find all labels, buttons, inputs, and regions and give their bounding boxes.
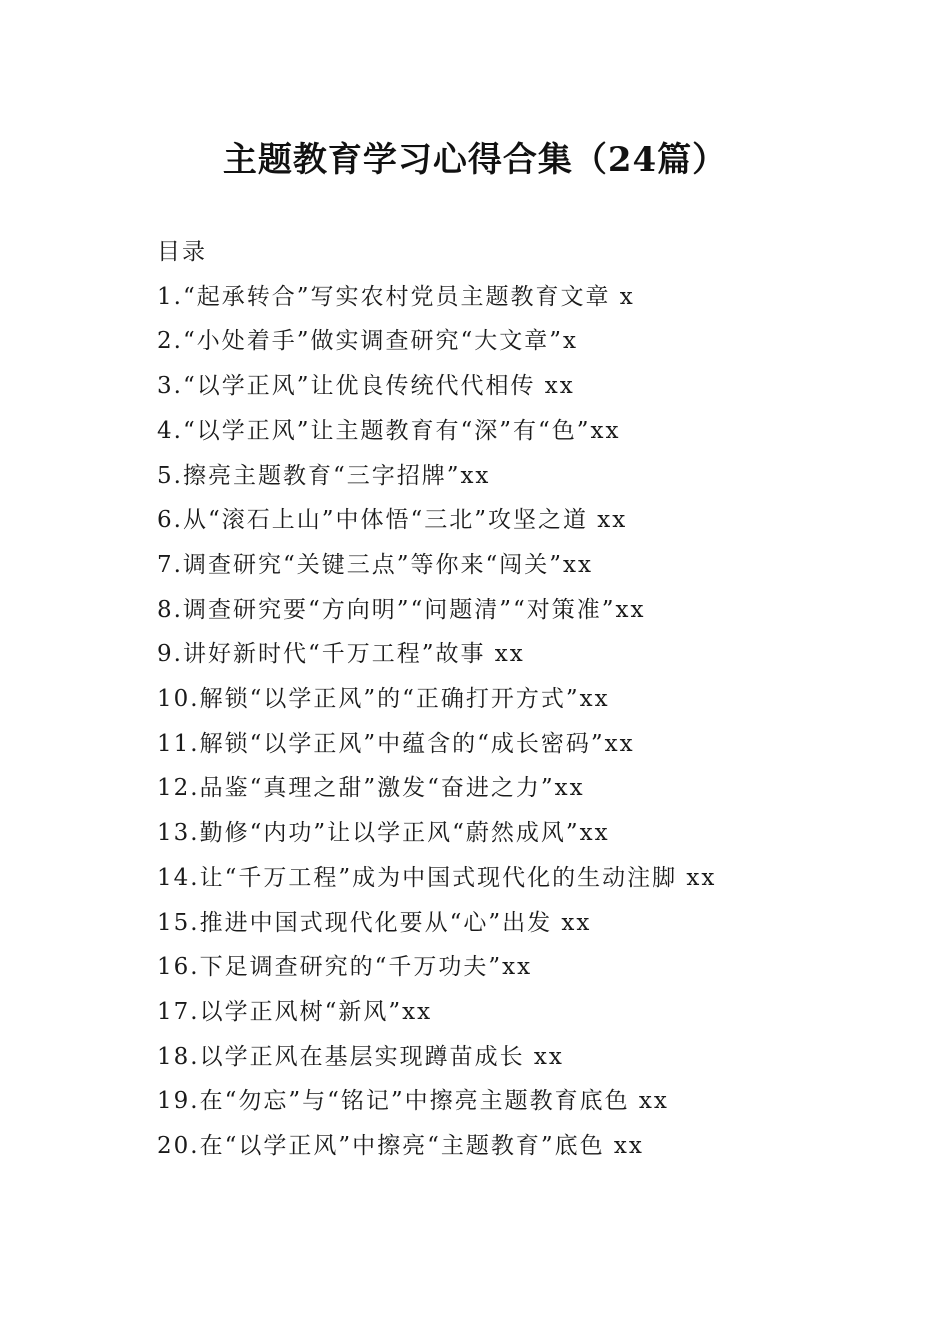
toc-item-5: 5.擦亮主题教育“三字招牌”xx: [157, 462, 491, 489]
toc-item-19: 19.在“勿忘”与“铭记”中擦亮主题教育底色 xx: [157, 1088, 669, 1115]
toc-item-15: 15.推进中国式现代化要从“心”出发 xx: [157, 909, 592, 936]
toc-item-13: 13.勤修“内功”让以学正风“蔚然成风”xx: [157, 820, 610, 847]
toc-heading: 目录: [157, 239, 207, 265]
toc-item-7: 7.调查研究“关键三点”等你来“闯关”xx: [157, 551, 593, 578]
toc-item-1: 1.“起承转合”写实农村党员主题教育文章 x: [157, 283, 635, 310]
toc-item-14: 14.让“千万工程”成为中国式现代化的生动注脚 xx: [157, 864, 717, 891]
toc-item-12: 12.品鉴“真理之甜”激发“奋进之力”xx: [157, 775, 585, 802]
toc-item-20: 20.在“以学正风”中擦亮“主题教育”底色 xx: [157, 1133, 644, 1160]
toc-item-16: 16.下足调查研究的“千万功夫”xx: [157, 954, 533, 981]
toc-item-10: 10.解锁“以学正风”的“正确打开方式”xx: [157, 686, 610, 713]
toc-item-3: 3.“以学正风”让优良传统代代相传 xx: [157, 373, 575, 400]
toc-list: [157, 275, 877, 1169]
table-of-contents: [157, 230, 877, 1169]
toc-item-8: 8.调查研究要“方向明”“问题清”“对策准”xx: [157, 596, 646, 623]
toc-item-9: 9.讲好新时代“千万工程”故事 xx: [157, 641, 525, 668]
toc-item-11: 11.解锁“以学正风”中蕴含的“成长密码”xx: [157, 730, 635, 757]
toc-item-6: 6.从“滚石上山”中体悟“三北”攻坚之道 xx: [157, 507, 628, 534]
toc-item-2: 2.“小处着手”做实调查研究“大文章”x: [157, 328, 578, 355]
toc-item-4: 4.“以学正风”让主题教育有“深”有“色”xx: [157, 417, 621, 444]
toc-item-18: 18.以学正风在基层实现蹲苗成长 xx: [157, 1043, 564, 1070]
toc-item-17: 17.以学正风树“新风”xx: [157, 998, 433, 1025]
document-title: 主题教育学习心得合集（24篇）: [222, 140, 728, 180]
